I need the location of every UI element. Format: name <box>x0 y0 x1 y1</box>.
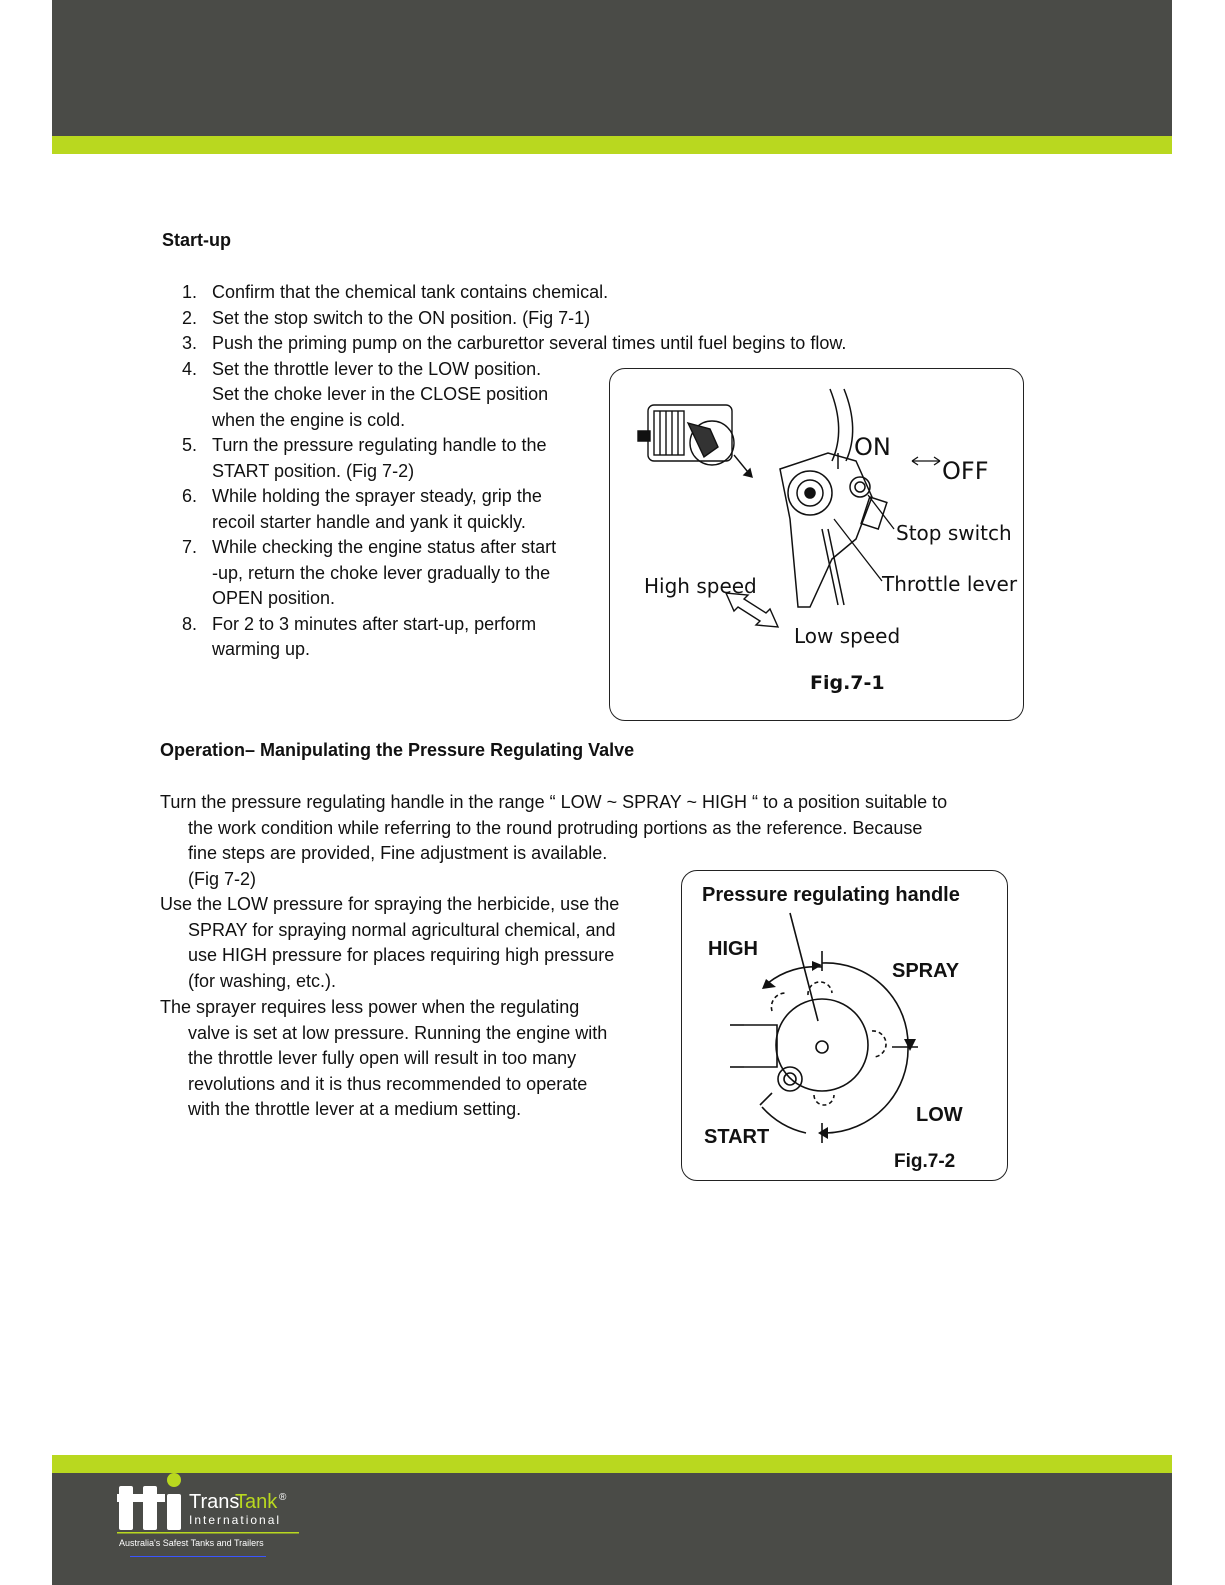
brand-tank: Tank <box>235 1491 278 1513</box>
stop-switch-label: Stop switch <box>896 521 1012 545</box>
high-speed-label: High speed <box>644 574 757 598</box>
figure-7-1-drawing <box>610 369 1023 720</box>
on-label: ON <box>854 433 891 461</box>
operation-paragraph-3: The sprayer requires less power when the regulating valve is set at low pressure. Running the engine with the throttle lever fully open will result in too many revolutions and it is thus recommended to operate with the throttle lever at a medium setting. <box>160 997 608 1119</box>
list-item: 4. Set the throttle lever to the LOW position. Set the choke lever in the CLOSE position when the engine is cold. <box>182 358 549 430</box>
footer-accent-stripe <box>52 1455 1172 1473</box>
dial-arrowheads <box>762 961 916 1139</box>
fig-7-2-title: Pressure regulating handle <box>702 884 960 906</box>
throttle-lever-label: Throttle lever <box>882 572 1018 596</box>
speed-double-arrow <box>726 593 778 627</box>
fig-7-2-caption: Fig.7-2 <box>894 1151 956 1172</box>
engine-thumbnail <box>638 405 752 477</box>
regulator-dial <box>730 913 918 1143</box>
list-item: 1. Confirm that the chemical tank contains chemical. <box>182 282 609 302</box>
fig-7-1-caption: Fig.7-1 <box>810 672 885 694</box>
low-speed-label: Low speed <box>794 624 901 648</box>
operation-heading: Operation– Manipulating the Pressure Regulating Valve <box>160 740 635 760</box>
list-item: 6. While holding the sprayer steady, grip the recoil starter handle and yank it quickly. <box>182 486 542 532</box>
low-label: LOW <box>916 1104 963 1126</box>
list-item: 2. Set the stop switch to the ON position. (Fig 7-1) <box>182 307 591 328</box>
spray-label: SPRAY <box>892 960 960 982</box>
registered-mark: ® <box>279 1492 287 1503</box>
operation-paragraph-2: Use the LOW pressure for spraying the herbicide, use the SPRAY for spraying normal agricultural chemical, and use HIGH pressure for places requiring high pressure (for washing, etc.). <box>160 894 620 991</box>
brand-international: International <box>189 1513 282 1527</box>
startup-heading: Start-up <box>162 230 231 250</box>
list-item: 5. Turn the pressure regulating handle to the START position. (Fig 7-2) <box>182 435 547 481</box>
high-label: HIGH <box>708 938 758 960</box>
brand-tagline: Australia's Safest Tanks and Trailers <box>119 1538 264 1548</box>
leader-lines <box>834 457 940 581</box>
start-label: START <box>704 1126 770 1148</box>
operation-paragraph-1: Turn the pressure regulating handle in the range “ LOW ~ SPRAY ~ HIGH “ to a position suitable to the work condition while referring to the round protruding portions as the reference. Because fine steps are provided, Fine adjustment is available. (Fig 7-2) <box>160 792 948 889</box>
header-accent-stripe <box>52 136 1172 154</box>
list-item: 8. For 2 to 3 minutes after start-up, perform warming up. <box>182 613 537 659</box>
header-band <box>52 0 1172 136</box>
tti-logo-mark <box>117 1472 317 1552</box>
brand-trans: Trans <box>189 1491 240 1513</box>
list-item: 7. While checking the engine status after start -up, return the choke lever gradually to the OPEN position. <box>182 537 557 608</box>
off-label: OFF <box>942 457 989 485</box>
figure-7-2 <box>681 870 1008 1181</box>
figure-7-1 <box>609 368 1024 721</box>
footer-link-underline <box>130 1556 266 1557</box>
list-item: 3. Push the priming pump on the carburettor several times until fuel begins to flow. <box>182 333 847 353</box>
transtank-logo <box>117 1472 317 1557</box>
figure-7-2-drawing <box>682 871 1007 1180</box>
